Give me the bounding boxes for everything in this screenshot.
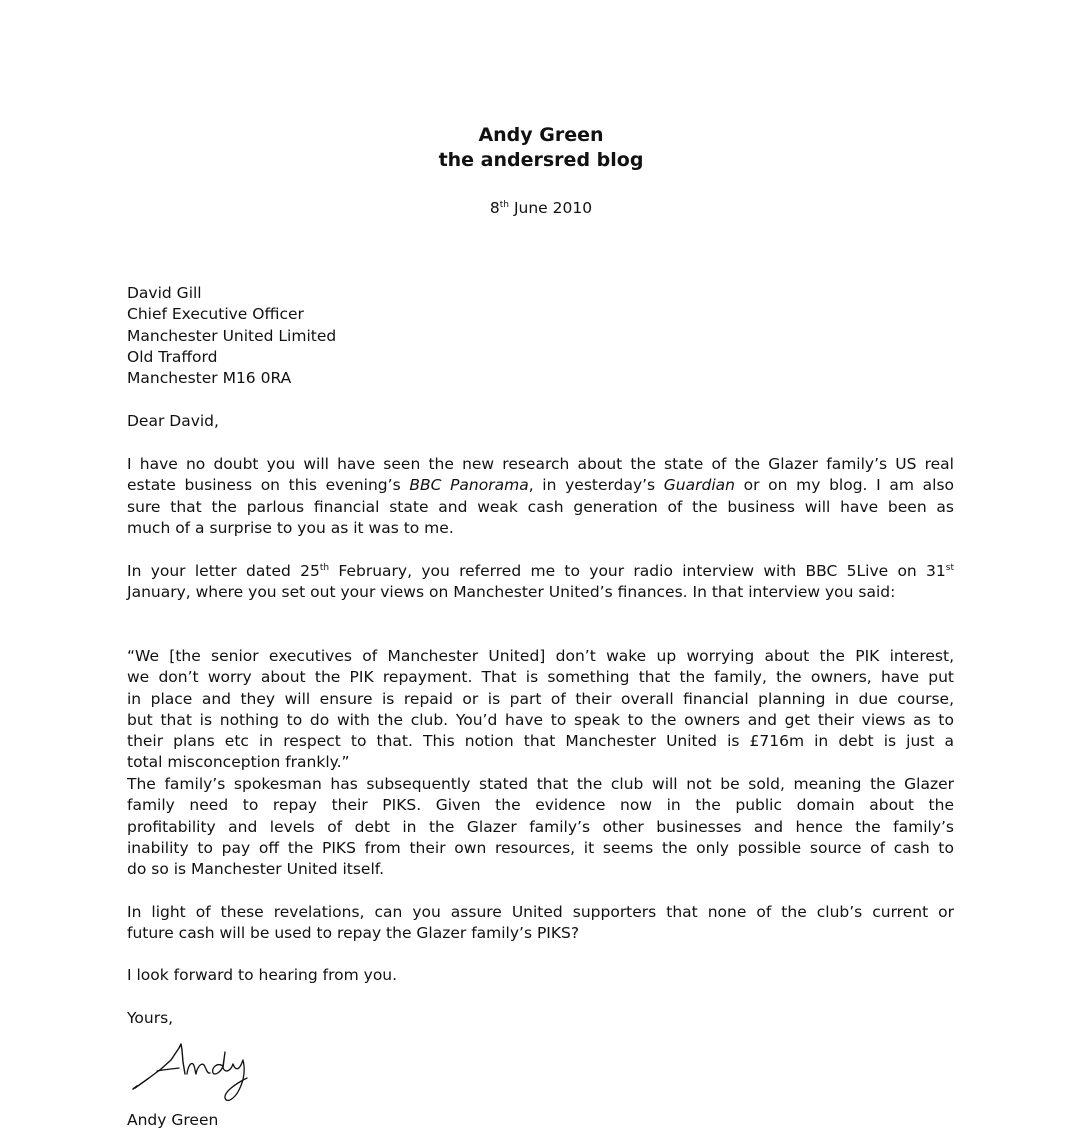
quote-line: in place and they will ensure is repaid or is part of their overall financial planning in due course, [127,689,954,708]
paragraph-2 [127,561,954,604]
closing-line-text: I look forward to hearing from you. [127,966,398,984]
paragraph-line: I have no doubt you will have seen the new research about the state of the Glazer family’s US real [127,455,954,473]
paragraph-line: future cash will be used to repay the Glazer family’s PIKS? [127,924,580,943]
paragraph-line [127,561,954,582]
quote-line: “We [the senior executives of Manchester United] don’t wake up worrying about the PIK interest, [127,647,954,665]
signatory [127,1110,954,1131]
text-run: February, you referred me to your radio interview with BBC 5Live on 31 [329,562,946,580]
signoff [127,1008,954,1029]
date-rest: June 2010 [509,199,593,217]
paragraph-3 [127,774,954,880]
paragraph-line: sure that the parlous financial state and weak cash generation of the business will have been as [127,497,954,516]
quoted-interview [127,646,954,774]
paragraph-line: family need to repay their PIKS. Given the evidence now in the public domain about the [127,796,954,815]
ordinal-suffix: st [945,562,955,573]
text-run: In your letter dated 25 [127,562,320,580]
signatory-name: Andy Green [127,1111,219,1129]
paragraph-line: inability to pay off the PIKS from their own resources, it seems the only possible source of cash to [127,838,954,857]
paragraph-4 [127,902,954,945]
recipient-title: Chief Executive Officer [127,305,304,324]
paragraph-line: much of a surprise to you as it was to me. [127,518,454,537]
signoff-text: Yours, [127,1009,174,1027]
letterhead-blog: the andersred blog [438,149,644,171]
quote-line: we don’t worry about the PIK repayment. That is something that the family, the owners, have put [127,668,954,687]
paragraph-line: profitability and levels of debt in the Glazer family’s other businesses and hence the family’s [127,817,954,836]
text-run: or on my blog. I am also [734,476,955,495]
publication-guardian: Guardian [663,476,735,495]
handwritten-signature-icon [127,1038,267,1108]
recipient-company: Manchester United Limited [127,326,337,345]
recipient-name: David Gill [127,284,202,302]
paragraph-line: do so is Manchester United itself. [127,860,385,879]
paragraph-1 [127,454,954,539]
salutation [127,411,954,432]
text-run: , in yesterday’s [528,476,664,495]
date-suffix: th [499,199,510,210]
paragraph-line [127,475,954,496]
recipient-address [127,283,954,389]
ordinal-suffix: th [319,562,330,573]
publication-bbc-panorama: BBC Panorama [409,476,529,495]
recipient-address-line1: Old Trafford [127,347,218,366]
quote-line: but that is nothing to do with the club. You’d have to speak to the owners and get their views as to [127,710,954,729]
closing-line [127,965,954,986]
paragraph-line: January, where you set out your views on Manchester United’s finances. In that interview you said: [127,583,896,602]
recipient-address-line2: Manchester M16 0RA [127,369,292,388]
letterhead-author: Andy Green [478,124,604,146]
paragraph-line: The family’s spokesman has subsequently stated that the club will not be sold, meaning the Glazer [127,775,954,793]
letter-date [0,197,1082,219]
text-run: estate business on this evening’s [127,476,410,495]
salutation-text: Dear David, [127,412,219,430]
quote-line: total misconception frankly.” [127,753,350,772]
date-day: 8 [489,199,500,217]
paragraph-line: In light of these revelations, can you assure United supporters that none of the club’s current or [127,903,954,921]
quote-line: their plans etc in respect to that. This notion that Manchester United is £716m in debt is just a [127,732,954,751]
